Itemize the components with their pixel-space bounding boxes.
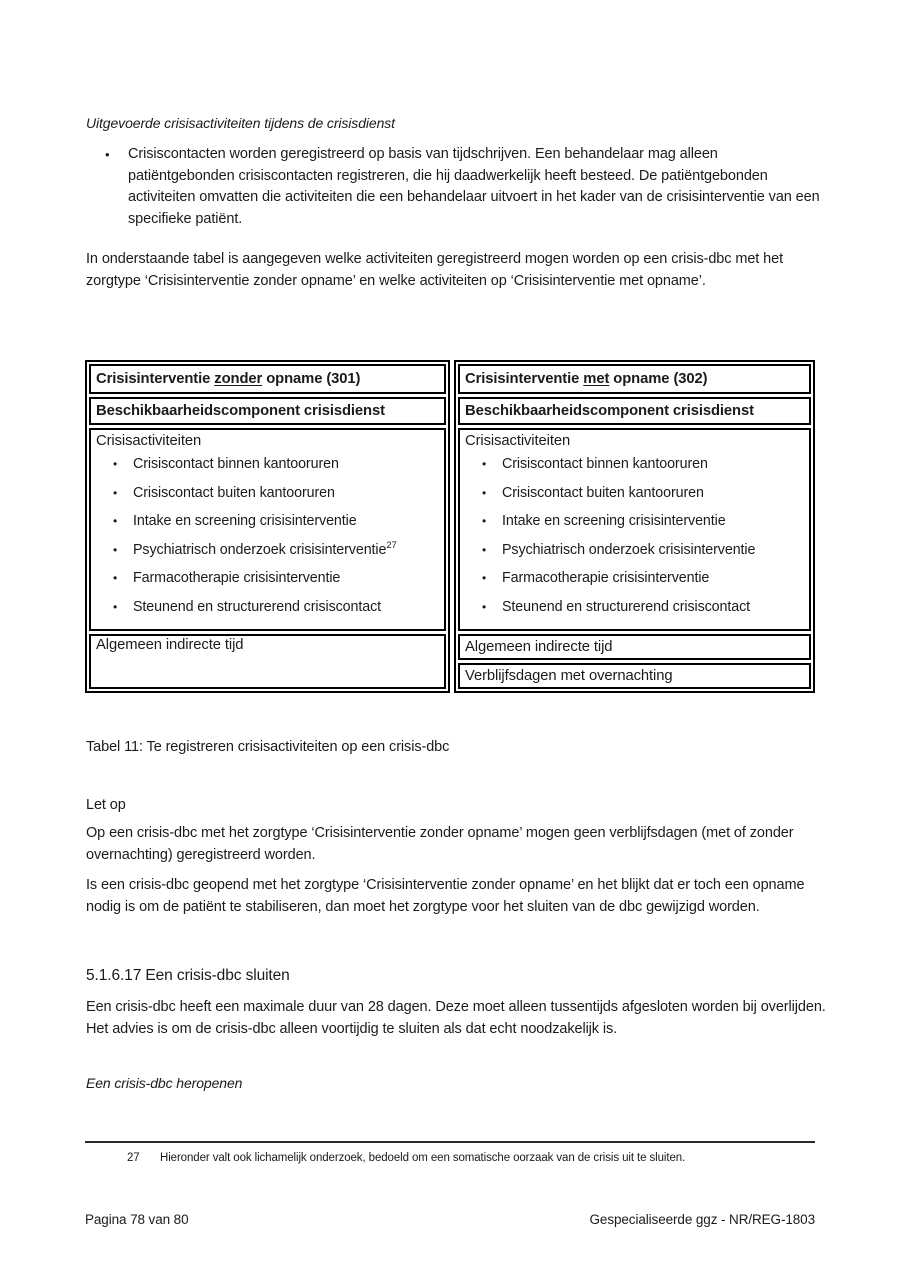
footer-document-reference: Gespecialiseerde ggz - NR/REG-1803 <box>589 1212 815 1227</box>
footnote-reference: 27 <box>386 539 397 551</box>
table-bullet-item: • Farmacotherapie crisisinterventie <box>502 568 804 588</box>
table-cell-crisisactiviteiten <box>458 428 811 631</box>
header-text: Crisisinterventie zonder opname (301) <box>96 371 361 387</box>
letop-title: Let op <box>86 797 126 813</box>
page-footer <box>85 1212 815 1227</box>
table-subheader-beschikbaarheid: Beschikbaarheidscomponent crisisdienst <box>458 397 811 425</box>
table-bullet-item: • Crisiscontact buiten kantooruren <box>502 483 804 503</box>
table-bullet-item: • Intake en screening crisisinterventie <box>133 511 439 531</box>
section-italic-heading: Uitgevoerde crisisactiviteiten tijdens de crisisdienst <box>86 115 395 131</box>
table-cell-crisisactiviteiten <box>89 428 446 631</box>
table-bullet-item: • Farmacotherapie crisisinterventie <box>133 568 439 588</box>
footnote-text: Hieronder valt ook lichamelijk onderzoek, bedoeld om een somatische oorzaak van de crisis uit te sluiten. <box>160 1152 686 1164</box>
sub-italic-heading: Een crisis-dbc heropenen <box>86 1075 243 1091</box>
table-bullet-item: • Crisiscontact buiten kantooruren <box>133 483 439 503</box>
table-caption: Tabel 11: Te registreren crisisactiviteiten op een crisis-dbc <box>86 739 450 755</box>
section-number-heading: 5.1.6.17 Een crisis-dbc sluiten <box>86 967 290 984</box>
table-cell-algemeen-indirecte-tijd: Algemeen indirecte tijd <box>458 634 811 660</box>
crisis-dbc-table <box>85 360 815 693</box>
footnote-separator-rule <box>85 1141 815 1143</box>
table-cell-algemeen-indirecte-tijd: Algemeen indirecte tijd <box>89 634 446 689</box>
activities-title: Crisisactiviteiten <box>96 433 202 449</box>
table-bullet-item: • Steunend en structurerend crisiscontact <box>133 597 439 617</box>
table-cell-verblijfsdagen: Verblijfsdagen met overnachting <box>458 663 811 689</box>
letop-paragraph-1: Op een crisis-dbc met het zorgtype ‘Crisisinterventie zonder opname’ mogen geen verblijfsdagen (met of zonder overnachting) geregistreerd worden. <box>86 825 794 863</box>
activities-title: Crisisactiviteiten <box>465 433 571 449</box>
table-bullet-item: • Intake en screening crisisinterventie <box>502 511 804 531</box>
activities-list <box>465 454 804 617</box>
table-bullet-item: • Psychiatrisch onderzoek crisisinterventie <box>502 540 804 560</box>
intro-bullet-paragraph: • Crisiscontacten worden geregistreerd op basis van tijdschrijven. Een behandelaar mag alleen patiëntgebonden crisiscontacten registreren, die hij daadwerkelijk heeft besteed. De patiëntgebonden activiteiten omvatten die activiteiten die een behandelaar uitvoert in het kader van de crisisinterventie van een specifieke patiënt. <box>104 144 828 230</box>
table-header-met-opname <box>458 364 811 394</box>
table-bullet-item: • Crisiscontact binnen kantooruren <box>502 454 804 474</box>
table-bullet-item: • Steunend en structurerend crisiscontact <box>502 597 804 617</box>
intro-paragraph: In onderstaande tabel is aangegeven welke activiteiten geregistreerd mogen worden op een crisis-dbc met het zorgtype ‘Crisisinterventie zonder opname’ en welke activiteiten op ‘Crisisinterventie met opname’. <box>86 251 784 289</box>
footnote-number: 27 <box>127 1152 140 1164</box>
footnote <box>85 1152 815 1164</box>
header-text: Crisisinterventie met opname (302) <box>465 371 708 387</box>
footnote-block <box>85 1141 815 1164</box>
table-column-zonder-opname <box>85 360 450 693</box>
footer-page-number: Pagina 78 van 80 <box>85 1212 189 1227</box>
section-paragraph: Een crisis-dbc heeft een maximale duur van 28 dagen. Deze moet alleen tussentijds afgesloten worden bij overlijden. Het advies is om de crisis-dbc alleen voortijdig te sluiten als dat echt noodzakelijk is. <box>86 999 826 1037</box>
table-bullet-item: • Psychiatrisch onderzoek crisisinterventie$^{27}$ <box>133 540 439 560</box>
table-subheader-beschikbaarheid: Beschikbaarheidscomponent crisisdienst <box>89 397 446 425</box>
table-column-met-opname <box>454 360 815 693</box>
activities-list <box>96 454 439 617</box>
letop-paragraph-2: Is een crisis-dbc geopend met het zorgtype ‘Crisisinterventie zonder opname’ en het blijkt dat er toch een opname nodig is om de patiënt te stabiliseren, dan moet het zorgtype voor het sluiten van de dbc gewijzigd worden. <box>86 877 805 915</box>
table-bullet-item: • Crisiscontact binnen kantooruren <box>133 454 439 474</box>
table-header-zonder-opname <box>89 364 446 394</box>
